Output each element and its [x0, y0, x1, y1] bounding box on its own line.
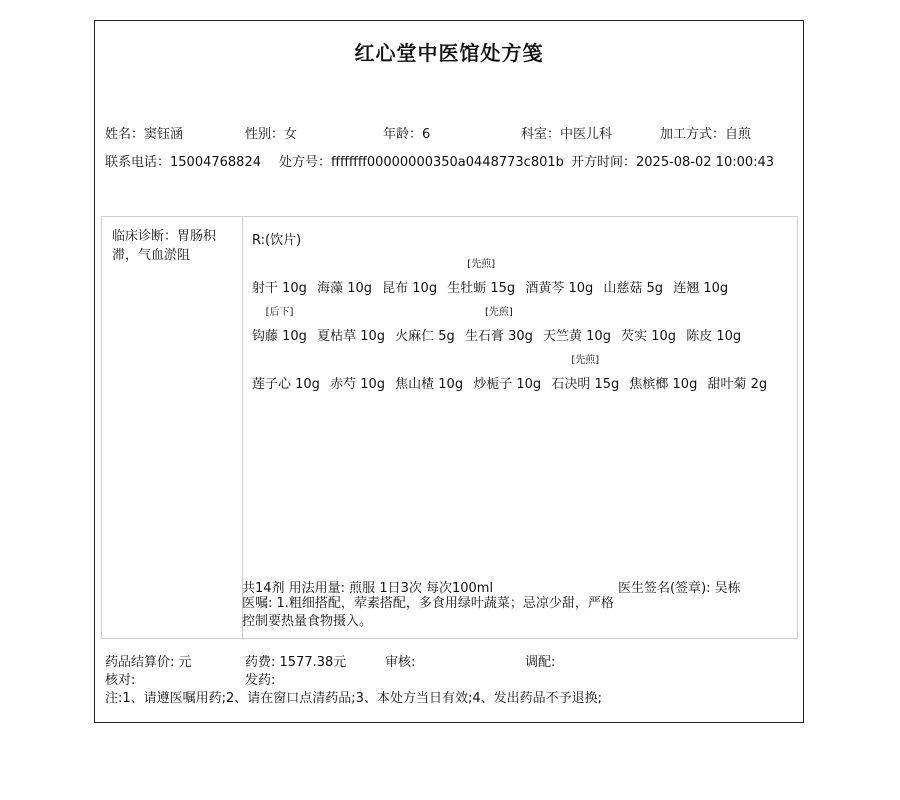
herb-text: 莲子心 10g	[252, 377, 320, 392]
review-field: 审核:	[385, 655, 416, 670]
herb-item	[395, 325, 455, 344]
drug-fee: 药费: 1577.38元	[245, 655, 347, 670]
herb-text: 芡实 10g	[621, 329, 677, 344]
herb-text: 生牡蛎 15g	[447, 281, 516, 296]
department: 科室：中医儿科	[521, 127, 613, 142]
herb-item	[330, 373, 385, 392]
herb-item	[317, 277, 372, 296]
herb-item	[603, 277, 663, 296]
herb-text: 夏枯草 10g	[317, 329, 386, 344]
medical-advice: 医嘱: 1.粗细搭配，荤素搭配，多食用绿叶蔬菜；忌凉少甜，严格控制要热量食物摄入。	[242, 596, 614, 629]
usage-dosage: 共14剂 用法用量: 煎服 1日3次 每次100ml	[242, 581, 494, 596]
herb-text: 射干 10g	[252, 281, 307, 296]
herb-note: [先煎]	[467, 259, 496, 270]
clinical-diagnosis: 临床诊断：胃肠积滞，气血淤阻	[112, 229, 217, 263]
herb-text: 甜叶菊 2g	[707, 377, 768, 392]
prescription-number: 处方号：ffffffff00000000350a0448773c801b	[279, 155, 564, 170]
herb-row-3	[252, 355, 773, 392]
herb-text: 海藻 10g	[317, 281, 373, 296]
processing-method: 加工方式：自煎	[660, 127, 752, 142]
herb-text: 钩藤 10g	[252, 329, 307, 344]
issue-field: 发药:	[245, 673, 276, 688]
herb-item	[464, 307, 533, 344]
patient-gender: 性别：女	[245, 127, 298, 142]
herb-text: 连翘 10g	[673, 281, 729, 296]
herb-text: 昆布 10g	[382, 281, 438, 296]
footer-notice: 注:1、请遵医嘱用药;2、请在窗口点清药品;3、本处方当日有效;4、发出药品不予退换;	[105, 691, 602, 706]
herb-text: 石决明 15g	[551, 377, 620, 392]
herb-item	[252, 277, 307, 296]
herb-item	[707, 373, 767, 392]
column-divider	[242, 217, 243, 638]
herb-item	[525, 277, 593, 296]
herb-item	[317, 325, 385, 344]
herb-text: 天竺黄 10g	[543, 329, 611, 344]
herb-item	[382, 277, 437, 296]
contact-phone: 联系电话：15004768824	[105, 155, 261, 170]
herb-item	[686, 325, 741, 344]
herb-text: 生石膏 30g	[464, 329, 533, 344]
herb-note: [先煎]	[571, 355, 600, 366]
herb-item	[252, 307, 307, 344]
rx-label: R:(饮片)	[252, 233, 302, 248]
herb-row-2	[252, 307, 747, 344]
herb-item	[621, 325, 676, 344]
check-field: 核对:	[105, 673, 136, 688]
herb-item	[395, 373, 463, 392]
dispense-field: 调配:	[525, 655, 556, 670]
prescription-title: 红心堂中医馆处方笺	[354, 41, 544, 65]
herb-text: 山慈菇 5g	[603, 281, 664, 296]
prescription-sheet	[94, 20, 804, 723]
herb-item	[551, 355, 620, 392]
herb-text: 陈皮 10g	[686, 329, 742, 344]
herb-text: 焦山楂 10g	[395, 377, 464, 392]
doctor-signature: 医生签名(签章): 吴栋	[618, 581, 741, 596]
prescription-body	[101, 216, 798, 639]
herb-item	[673, 277, 728, 296]
prescription-time: 开方时间：2025-08-02 10:00:43	[571, 155, 775, 170]
herb-text: 酒黄芩 10g	[525, 281, 594, 296]
herb-item	[473, 373, 541, 392]
herb-item	[629, 373, 697, 392]
herb-note: [后下]	[265, 307, 294, 318]
herb-item	[543, 325, 611, 344]
herb-item	[252, 373, 320, 392]
herb-item	[447, 259, 516, 296]
herb-note: [先煎]	[485, 307, 513, 318]
herb-text: 炒栀子 10g	[473, 377, 542, 392]
herb-text: 火麻仁 5g	[395, 329, 455, 344]
herb-text: 焦槟榔 10g	[629, 377, 698, 392]
patient-age: 年龄：6	[383, 127, 431, 142]
patient-name: 姓名：窦钰涵	[105, 127, 184, 142]
settlement-price: 药品结算价: 元	[105, 655, 192, 670]
herb-row-1	[252, 259, 734, 296]
herb-text: 赤芍 10g	[330, 377, 386, 392]
